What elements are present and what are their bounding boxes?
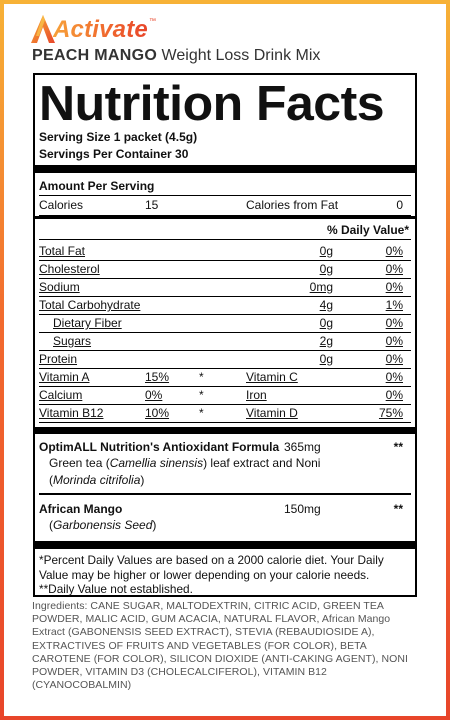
nutrient-row (39, 297, 411, 315)
formula-row (39, 439, 411, 455)
thick-divider (35, 165, 415, 173)
formula-description-line-2 (39, 472, 411, 489)
nutrient-name: Sugars (53, 334, 92, 348)
nutrient-daily-value: 0% (385, 352, 403, 366)
vitamin-right-value: 0% (385, 370, 403, 384)
nutrient-row (39, 243, 411, 261)
nutrient-amount: 0g (319, 244, 333, 258)
nutrient-daily-value: 0% (385, 244, 403, 258)
african-mango-desc-text: ) (152, 518, 157, 532)
vitamin-right-name: Iron (246, 388, 267, 402)
formula-desc-italic: Morinda citrifolia (53, 473, 141, 487)
vitamin-left-name: Vitamin B12 (39, 406, 104, 420)
nutrition-facts-panel (33, 73, 417, 597)
nutrient-name: Dietary Fiber (53, 316, 122, 330)
nutrient-name: Total Fat (39, 244, 86, 258)
formula-desc-text: ) (140, 473, 145, 487)
nutrient-daily-value: 0% (385, 262, 403, 276)
formula-name: OptimALL Nutrition's Antioxidant Formula (39, 440, 280, 454)
african-mango-description (39, 517, 411, 534)
nutrient-name: Cholesterol (39, 262, 100, 276)
daily-value-header-row (39, 219, 411, 240)
nutrient-row (39, 261, 411, 279)
amount-per-serving: Amount Per Serving (39, 179, 155, 193)
vitamin-left-name: Calcium (39, 388, 83, 402)
african-mango-row (39, 501, 411, 517)
formula-desc-italic: Camellia sinensis (109, 456, 204, 470)
vitamin-right-name: Vitamin D (246, 406, 298, 420)
african-mango-name: African Mango (39, 502, 123, 516)
vitamin-list (39, 369, 411, 423)
african-mango-desc-italic: Garbonensis Seed (53, 518, 153, 532)
calories-row (39, 196, 411, 216)
calories-from-fat-value: 0 (396, 198, 403, 212)
vitamin-row (39, 405, 411, 423)
ingredients-list: Ingredients: CANE SUGAR, MALTODEXTRIN, CITRIC ACID, GREEN TEA POWDER, MALIC ACID, GUM ACACIA, NATURAL FLAVOR, African Mango Extract (GABONENSIS SEED EXTRACT), STEVIA (REBAUDIOSIDE A), EXTRACTIVES OF FRUITS AND VEGETABLES (FOR COLOR), BETA CAROTENE (FOR COLOR), SILICON DIOXIDE (ANTI-CAKING AGENT), NONI POWDER, VITAMIN D3 (CHOLECALCIFEROL), VITAMIN B12 (CYANOCOBALMIN) (32, 600, 408, 692)
servings-per-container: Servings Per Container 30 (39, 147, 189, 161)
vitamin-separator-star: * (199, 388, 204, 402)
vitamin-row (39, 387, 411, 405)
vitamin-left-value: 0% (145, 388, 163, 402)
vitamin-left-value: 15% (145, 370, 170, 384)
nutrient-row (39, 351, 411, 369)
nutrient-amount: 0g (319, 352, 333, 366)
vitamin-right-name: Vitamin C (246, 370, 298, 384)
brand-name: Activate (53, 16, 148, 43)
calories-label: Calories (39, 198, 84, 212)
nutrient-list (39, 243, 411, 369)
trademark-symbol: ™ (148, 18, 156, 25)
brand-logo (30, 12, 156, 44)
nutrient-name: Sodium (39, 280, 80, 294)
divider (39, 493, 411, 495)
vitamin-left-name: Vitamin A (39, 370, 90, 384)
nutrient-name: Total Carbohydrate (39, 298, 141, 312)
calories-value: 15 (145, 198, 159, 212)
formula-desc-text: ) leaf extract and Noni (203, 456, 321, 470)
calories-from-fat-label: Calories from Fat (246, 198, 339, 212)
formula-amount: 365mg (284, 440, 321, 454)
vitamin-right-value: 75% (378, 406, 403, 420)
nutrient-amount: 4g (319, 298, 333, 312)
daily-value-not-established-note: **Daily Value not established. (39, 582, 193, 596)
serving-size: Serving Size 1 packet (4.5g) (39, 130, 198, 144)
vitamin-separator-star: * (199, 406, 204, 420)
product-description: Weight Loss Drink Mix (161, 47, 321, 64)
daily-value-header: % Daily Value* (326, 223, 409, 237)
vitamin-separator-star: * (199, 370, 204, 384)
thick-divider (35, 427, 415, 434)
vitamin-left-value: 10% (145, 406, 170, 420)
thick-divider (35, 541, 415, 549)
nutrient-daily-value: 0% (385, 334, 403, 348)
nutrient-daily-value: 0% (385, 280, 403, 294)
african-mango-amount: 150mg (284, 502, 321, 516)
nutrient-row (39, 315, 411, 333)
formula-dv: ** (393, 440, 403, 454)
nutrient-daily-value: 1% (385, 298, 403, 312)
african-mango-desc-text: ( (49, 518, 53, 532)
nutrient-amount: 0g (319, 316, 333, 330)
african-mango-dv: ** (393, 502, 403, 516)
nutrient-amount: 0g (319, 262, 333, 276)
nutrient-row (39, 333, 411, 351)
daily-value-footnote: *Percent Daily Values are based on a 2000 calorie diet. Your Daily Value may be higher or lower depending on your calorie needs. (39, 553, 384, 582)
product-name (32, 47, 320, 65)
formula-description-line-1 (39, 455, 411, 472)
nutrition-facts-title: Nutrition Facts (39, 77, 384, 131)
formula-desc-text: ( (49, 473, 53, 487)
nutrient-name: Protein (39, 352, 78, 366)
nutrient-row (39, 279, 411, 297)
nutrient-amount: 2g (319, 334, 333, 348)
product-flavor: PEACH MANGO (32, 47, 158, 64)
nutrient-daily-value: 0% (385, 316, 403, 330)
nutrient-amount: 0mg (309, 280, 333, 294)
vitamin-right-value: 0% (385, 388, 403, 402)
vitamin-row (39, 369, 411, 387)
formula-desc-text: Green tea ( (49, 456, 110, 470)
